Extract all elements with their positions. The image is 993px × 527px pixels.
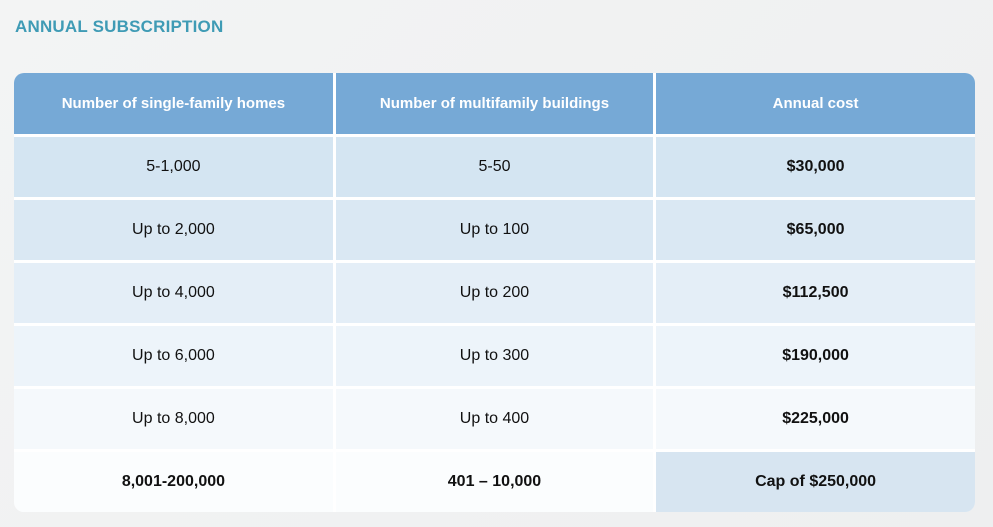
cell-annual-cost: $190,000	[655, 324, 975, 387]
table-row	[14, 198, 975, 261]
pricing-table-card	[14, 73, 975, 512]
pricing-table	[14, 73, 975, 512]
table-row	[14, 387, 975, 450]
table-row	[14, 450, 975, 512]
cell-annual-cost-cap: Cap of $250,000	[655, 450, 975, 512]
header-multifamily-buildings: Number of multifamily buildings	[334, 73, 654, 135]
cell-single-family: 8,001-200,000	[14, 450, 334, 512]
section-title: ANNUAL SUBSCRIPTION	[15, 17, 224, 36]
table-row	[14, 324, 975, 387]
cell-multifamily: Up to 200	[334, 261, 654, 324]
cell-single-family: Up to 2,000	[14, 198, 334, 261]
cell-single-family: Up to 8,000	[14, 387, 334, 450]
cell-annual-cost: $65,000	[655, 198, 975, 261]
cell-annual-cost: $112,500	[655, 261, 975, 324]
cell-multifamily: 401 – 10,000	[334, 450, 654, 512]
table-header-row	[14, 73, 975, 135]
header-single-family-homes: Number of single-family homes	[14, 73, 334, 135]
cell-annual-cost: $30,000	[655, 135, 975, 198]
cell-multifamily: Up to 300	[334, 324, 654, 387]
cell-single-family: 5-1,000	[14, 135, 334, 198]
cell-multifamily: Up to 400	[334, 387, 654, 450]
cell-multifamily: 5-50	[334, 135, 654, 198]
cell-single-family: Up to 6,000	[14, 324, 334, 387]
cell-single-family: Up to 4,000	[14, 261, 334, 324]
cell-annual-cost: $225,000	[655, 387, 975, 450]
table-row	[14, 261, 975, 324]
cell-multifamily: Up to 100	[334, 198, 654, 261]
header-annual-cost: Annual cost	[655, 73, 975, 135]
table-row	[14, 135, 975, 198]
